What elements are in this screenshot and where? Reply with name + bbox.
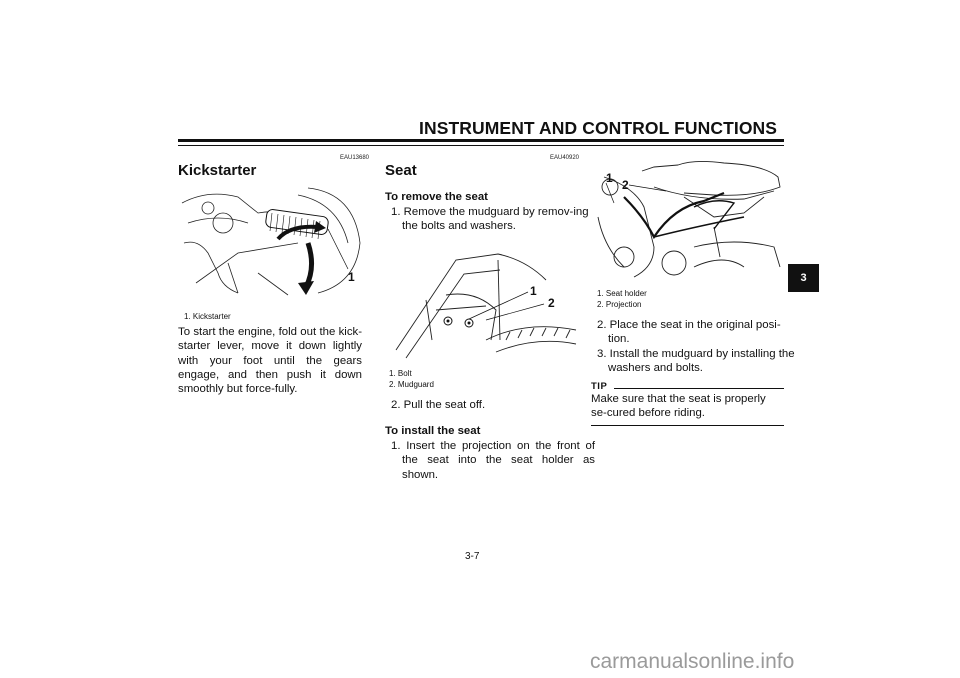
header-rule-thin <box>178 145 784 146</box>
page-number: 3-7 <box>465 551 480 562</box>
remove-step-1: 1. Remove the mudguard by remov-ing the bolts and washers. <box>391 206 589 233</box>
watermark: carmanualsonline.info <box>590 650 795 673</box>
install-step-2: 2. Place the seat in the original posi-tion. <box>597 319 781 346</box>
seat-callout-1: 1 <box>530 284 537 298</box>
seat-heading: Seat <box>385 162 417 179</box>
right-caption-2: 2. Projection <box>597 300 642 309</box>
kickstarter-caption: 1. Kickstarter <box>184 312 231 321</box>
kickstarter-code: EAU13680 <box>340 155 370 161</box>
kickstarter-text: To start the engine, fold out the kick-starter lever, move it down lightly with your foot until the gears engage, and then push it down smoothly but force-fully. <box>178 326 362 396</box>
tip-bottom-rule <box>591 425 784 426</box>
install-step-3: 3. Install the mudguard by installing the washers and bolts. <box>597 348 795 375</box>
kickstarter-illustration <box>178 183 362 303</box>
seat-code: EAU40920 <box>550 155 580 161</box>
chapter-tab: 3 <box>788 264 819 292</box>
right-callout-1: 1 <box>606 171 613 185</box>
tip-top-rule <box>614 388 784 389</box>
tip-text: Make sure that the seat is properly se-cured before riding. <box>591 393 766 420</box>
seat-holder-illustration <box>594 157 784 283</box>
install-seat-title: To install the seat <box>385 425 481 437</box>
tip-label: TIP <box>591 381 608 392</box>
seat-caption-2: 2. Mudguard <box>389 380 434 389</box>
kickstarter-callout-1: 1 <box>348 270 355 284</box>
page-header-title: INSTRUMENT AND CONTROL FUNCTIONS <box>419 118 778 138</box>
right-caption-1: 1. Seat holder <box>597 289 647 298</box>
right-callout-2: 2 <box>622 178 629 192</box>
header-rule-thick <box>178 139 784 142</box>
kickstarter-heading: Kickstarter <box>178 162 257 179</box>
install-step-1: 1. Insert the projection on the front of the seat into the seat holder as shown. <box>391 440 595 481</box>
remove-seat-title: To remove the seat <box>385 191 488 203</box>
seat-caption-1: 1. Bolt <box>389 369 412 378</box>
seat-callout-2: 2 <box>548 296 555 310</box>
remove-step-2: 2. Pull the seat off. <box>391 399 486 411</box>
